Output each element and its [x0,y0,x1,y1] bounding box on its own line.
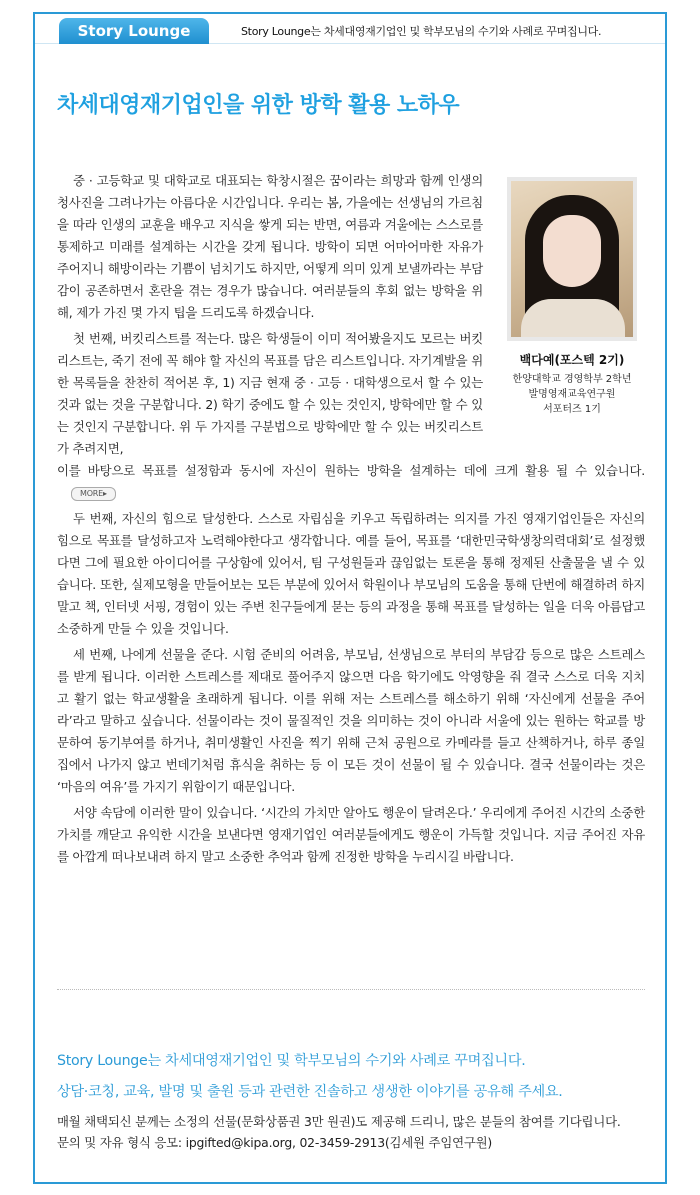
paragraph-intro: 중 · 고등학교 및 대학교로 대표되는 학창시절은 꿈이라는 희망과 함께 인생의 청사진을 그려나가는 아름다운 시간입니다. 우리는 봄, 가을에는 선생님의 가르침을 따라 인생의 교훈을 배우고 지식을 쌓게 되는 반면, 여름과 겨울에는 스스로를 통제하고 미래를 설계하는 시간을 갖게 됩니다. 방학이 되면 어마어마한 자유가 주어지니 해방이라는 기쁨이 넘치기도 하지만, 어떻게 의미 있게 보낼까라는 부담감이 공존하면서 혼란을 겪는 경우가 많습니다. 여러분들의 후회 없는 방학을 위해, 제가 가진 몇 가지 팁을 드리도록 하겠습니다. [57,173,483,320]
footer-contact: 문의 및 자유 형식 응모: ipgifted@kipa.org, 02-3459-2913(김세원 주임연구원) [57,1135,493,1150]
paragraph-third: 세 번째, 나에게 선물을 준다. 시험 준비의 어려움, 부모님, 선생님으로 부터의 부담감 등으로 많은 스트레스를 받게 됩니다. 이러한 스트레스를 제대로 풀어주지 않으면 다음 학기에도 악영향을 줘 결국 스스로 더욱 지치고 활기 없는 학교생활을 초래하게 됩니다. 이를 위해 저는 스트레스를 해소하기 위해 ‘자신에게 선물을 주어라’라고 말하고 싶습니다. 선물이라는 것이 물질적인 것을 의미하는 것이 아니라 서울에 있는 원하는 학교를 방문하여 동기부여를 하거나, 취미생활인 사진을 찍기 위해 근처 공원으로 카메라를 들고 산책하거나, 하루 종일 집에서 나가지 않고 번데기처럼 휴식을 취하는 등 이 모든 것이 선물이 될 수 있습니다. 결국 선물이라는 것은 ‘마음의 여유’를 가지기 위함이기 때문입니다. [57,647,645,794]
author-name: 백다예(포스텍 2기) [519,353,625,367]
page-title: 차세대영재기업인을 위한 방학 활용 노하우 [57,93,460,118]
story-lounge-badge: Story Lounge [59,18,209,44]
paragraph-first: 첫 번째, 버킷리스트를 적는다. 많은 학생들이 이미 적어봤을지도 모르는 버킷리스트는, 죽기 전에 꼭 해야 할 자신의 목표를 담은 리스트입니다. 자기계발을 위한 목록들을 찬찬히 적어본 후, 1) 지금 현재 중 · 고등 · 대학생으로서 할 수 있는 것과 없는 것을 구분합니다. 2) 학기 중에도 할 수 있는 것인지, 방학에만 할 수 있는 것인지 구분합니다. 위 두 가지를 구분법으로 방학에만 할 수 있는 버킷리스트가 추려지면, [57,331,483,456]
paragraph-first-cont [57,460,645,504]
article-body [57,170,645,872]
header-strip [35,14,665,44]
author-line-3: 서포터즈 1기 [543,404,601,415]
header-note: Story Lounge는 차세대영재기업인 및 학부모님의 수기와 사례로 꾸며집니다. [241,25,602,38]
more-button[interactable]: MORE▸ [71,487,116,501]
story-lounge-frame [33,12,667,1184]
footer-body [57,1111,645,1153]
paragraph-closing: 서양 속담에 이러한 말이 있습니다. ‘시간의 가치만 알아도 행운이 달려온다.’ 우리에게 주어진 시간의 소중한 가치를 깨닫고 유익한 시간을 보낸다면 영재기업인 여러분들에게도 행운이 가득할 것입니다. 지금 주어진 자유를 아깝게 떠나보내려 하지 말고 소중한 추억과 함께 진정한 방학을 누리시길 바랍니다. [57,805,645,864]
paragraph-second: 두 번째, 자신의 힘으로 달성한다. 스스로 자립심을 키우고 독립하려는 의지를 가진 영재기업인들은 자신의 힘으로 목표를 달성하고자 노력해야한다고 생각합니다. 예를 들어, 목표를 ‘대한민국학생창의력대회’로 설정했다면 그에 필요한 아이디어를 구상함에 있어서, 팀 구성원들과 끊임없는 토론을 통해 정제된 산출물을 낼 수 있습니다. 또한, 실제모형을 만들어보는 모든 부분에 있어서 학원이나 부모님의 도움을 통해 단번에 해결하려 하지 말고 책, 인터넷 서핑, 경험이 있는 주변 친구들에게 묻는 등의 과정을 통해 목표를 달성하는 일을 더욱 아름답고 소중하게 만들 수 있을 것입니다. [57,511,645,636]
divider [57,989,645,990]
author-line-1: 한양대학교 경영학부 2학년 [512,374,632,385]
footer-headline-2: 상담·코칭, 교육, 발명 및 출원 등과 관련한 진솔하고 생생한 이야기를 공유해 주세요. [57,1084,563,1100]
footer-headline-1: Story Lounge는 차세대영재기업인 및 학부모님의 수기와 사례로 꾸며집니다. [57,1053,526,1069]
footer-invite: 매월 채택되신 분께는 소정의 선물(문화상품권 3만 원권)도 제공해 드리니, 많은 분들의 참여를 기다립니다. [57,1114,621,1129]
author-line-2: 발명영재교육연구원 [528,389,616,400]
paragraph-first-cont-text: 이를 바탕으로 목표를 설정함과 동시에 자신이 원하는 방학을 설계하는 데에 크게 활용 될 수 있습니다. [57,463,645,478]
